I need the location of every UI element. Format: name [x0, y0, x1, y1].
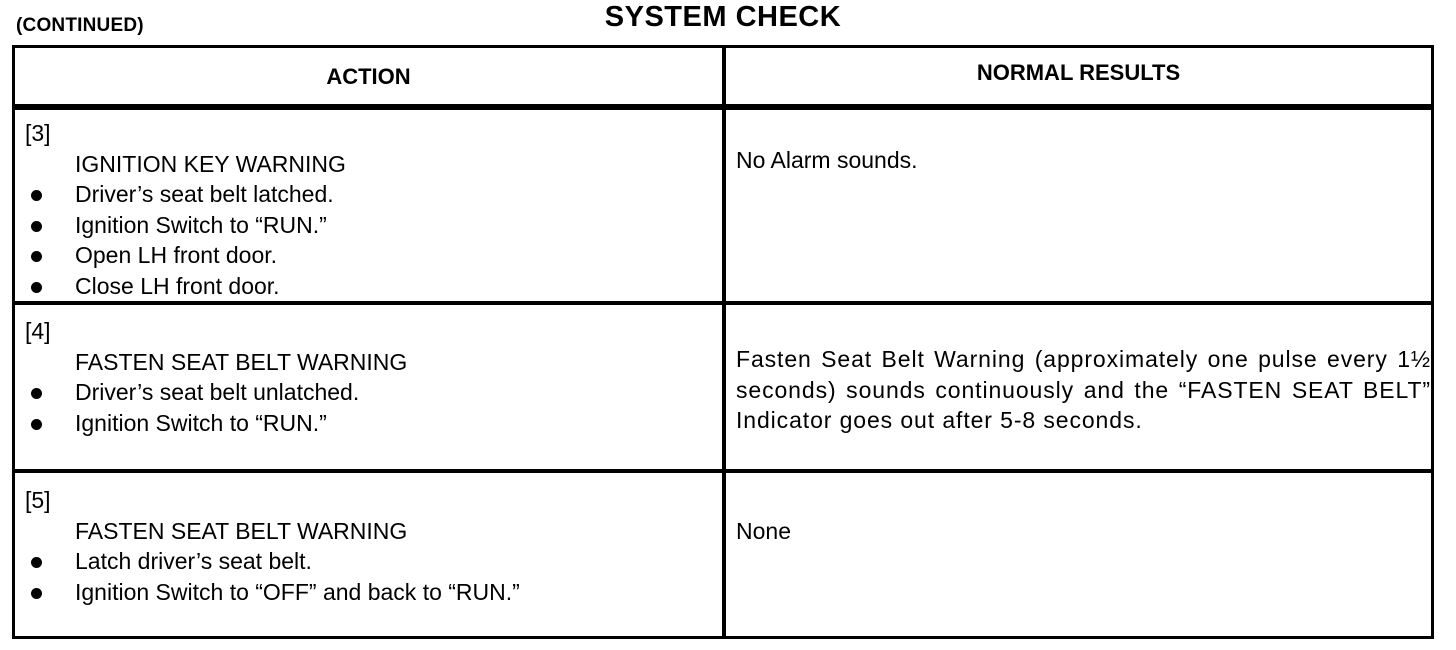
continued-label: (CONTINUED) [16, 15, 144, 36]
action-cell [25, 485, 715, 607]
row-divider [15, 301, 1431, 305]
page-title: SYSTEM CHECK [604, 1, 842, 33]
step-number: [5] [25, 487, 51, 513]
column-header-action: ACTION [326, 64, 411, 89]
action-cell [25, 316, 715, 438]
action-bullet: Driver’s seat belt latched. [25, 179, 715, 210]
row-divider [15, 469, 1431, 473]
result-cell: Fasten Seat Belt Warning (approximately one pulse every 1½ seconds) sounds continuously and the “FASTEN SEAT BELT” Indicator goes out after 5-8 seconds. [736, 346, 1431, 433]
action-bullet: Close LH front door. [25, 271, 715, 302]
system-check-table [12, 45, 1434, 639]
check-heading: IGNITION KEY WARNING [75, 150, 346, 177]
action-bullet: Ignition Switch to “RUN.” [25, 408, 715, 439]
action-bullet: Ignition Switch to “RUN.” [25, 210, 715, 241]
action-bullet: Driver’s seat belt unlatched. [25, 377, 715, 408]
step-number: [4] [25, 318, 51, 344]
check-heading: FASTEN SEAT BELT WARNING [75, 348, 408, 375]
check-heading: FASTEN SEAT BELT WARNING [75, 517, 408, 544]
result-cell: None [736, 518, 791, 544]
action-bullet: Latch driver’s seat belt. [25, 546, 715, 577]
column-divider [722, 48, 726, 636]
header-divider [15, 104, 1431, 110]
step-number: [3] [25, 120, 51, 146]
result-cell: No Alarm sounds. [736, 147, 918, 173]
action-bullet: Open LH front door. [25, 240, 715, 271]
column-header-normal-results: NORMAL RESULTS [976, 60, 1181, 85]
action-cell [25, 118, 715, 301]
action-bullet: Ignition Switch to “OFF” and back to “RUN.” [25, 577, 715, 608]
